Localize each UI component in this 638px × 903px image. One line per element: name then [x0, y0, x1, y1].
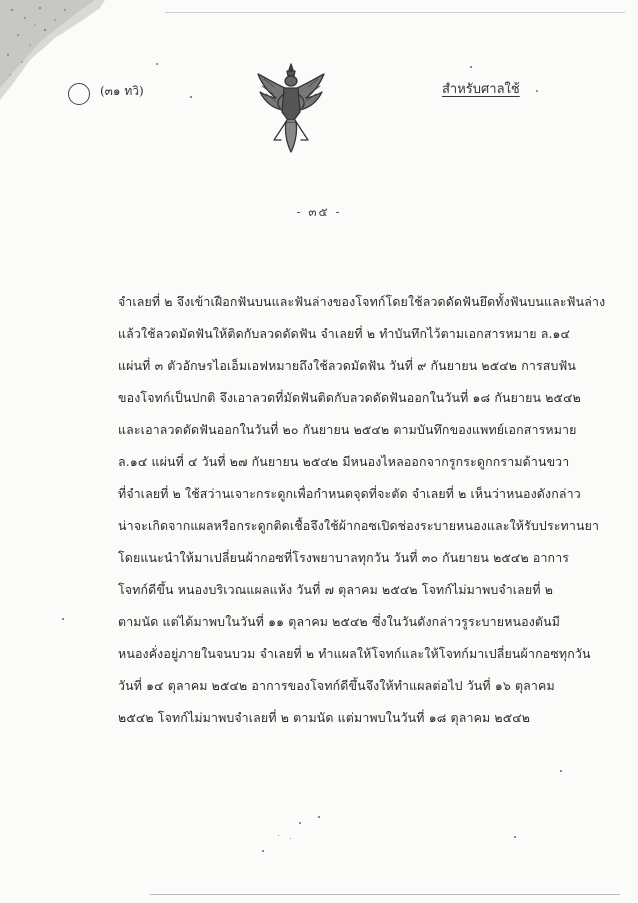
body-line: จำเลยที่ ๒ จึงเข้าเฝือกฟันบนและฟันล่างของโจทก์โดยใช้ลวดดัดฟันยึดทั้งฟันบนและฟันล่าง	[118, 294, 606, 309]
body-line: แล้วใช้ลวดมัดฟันให้ติดกับลวดดัดฟัน จำเลยที่ ๒ ทำบันทึกไว้ตามเอกสารหมาย ล.๑๔	[118, 326, 571, 341]
body-line: แผ่นที่ ๓ ตัวอักษรไอเอ็มเอฟหมายถึงใช้ลวดมัดฟัน วันที่ ๙ กันยายน ๒๕๔๒ การสบฟัน	[118, 358, 577, 373]
scan-speck	[190, 96, 192, 98]
page-number: - ๓๕ -	[296, 205, 342, 219]
body-line: ที่จำเลยที่ ๒ ใช้สว่านเจาะกระดูกเพื่อกำหนดจุดที่จะตัด จำเลยที่ ๒ เห็นว่าหนองดังกล่าว	[118, 486, 581, 501]
body-line: ของโจทก์เป็นปกติ จึงเอาลวดที่มัดฟันติดกับลวดดัดฟันออกในวันที่ ๑๘ กันยายน ๒๕๔๒	[118, 390, 581, 405]
scan-speck	[262, 850, 264, 852]
body-line: หนองคั่งอยู่ภายในจนบวม จำเลยที่ ๒ ทำแผลให้โจทก์และให้โจทก์มาเปลี่ยนผ้ากอซทุกวัน	[118, 646, 591, 661]
scan-speck	[299, 822, 301, 824]
scan-speck	[278, 835, 279, 836]
scan-speck	[290, 838, 291, 839]
body-line: โจทก์ดีขึ้น หนองบริเวณแผลแห้ง วันที่ ๗ ตุลาคม ๒๕๔๒ โจทก์ไม่มาพบจำเลยที่ ๒	[118, 582, 554, 597]
body-line: ตามนัด แต่ได้มาพบในวันที่ ๑๑ ตุลาคม ๒๕๔๒ ซึ่งในวันดังกล่าวรูระบายหนองตันมี	[118, 614, 561, 629]
body-line: ล.๑๔ แผ่นที่ ๔ วันที่ ๒๗ กันยายน ๒๕๔๒ มีหนองไหลออกจากรูกระดูกกรามด้านขวา	[118, 454, 570, 469]
scan-speck	[62, 618, 64, 620]
scan-speck	[536, 90, 538, 92]
body-line: วันที่ ๑๔ ตุลาคม ๒๕๔๒ อาการของโจทก์ดีขึ้นจึงให้ทำแผลต่อไป วันที่ ๑๖ ตุลาคม	[118, 678, 555, 693]
court-use-label: สำหรับศาลใช้	[442, 82, 520, 97]
scan-speck	[514, 836, 516, 838]
body-line: ๒๕๔๒ โจทก์ไม่มาพบจำเลยที่ ๒ ตามนัด แต่มาพบในวันที่ ๑๘ ตุลาคม ๒๕๔๒	[118, 710, 531, 725]
body-line: และเอาลวดดัดฟันออกในวันที่ ๒๐ กันยายน ๒๕๔๒ ตามบันทึกของแพทย์เอกสารหมาย	[118, 422, 577, 437]
scan-speck	[318, 816, 320, 818]
scan-speck	[156, 63, 158, 65]
form-code: (๓๑ ทวิ)	[100, 84, 144, 98]
scan-speck	[560, 770, 562, 772]
body-line: โดยแนะนำให้มาเปลี่ยนผ้ากอซที่โรงพยาบาลทุกวัน วันที่ ๓๐ กันยายน ๒๕๔๒ อาการ	[118, 550, 570, 565]
body-line: น่าจะเกิดจากแผลหรือกระดูกติดเชื้อจึงใช้ผ้ากอซเปิดช่องระบายหนองและให้รับประทานยา	[118, 518, 600, 533]
scan-edge-bottom	[150, 894, 620, 895]
scan-speck	[470, 66, 472, 68]
